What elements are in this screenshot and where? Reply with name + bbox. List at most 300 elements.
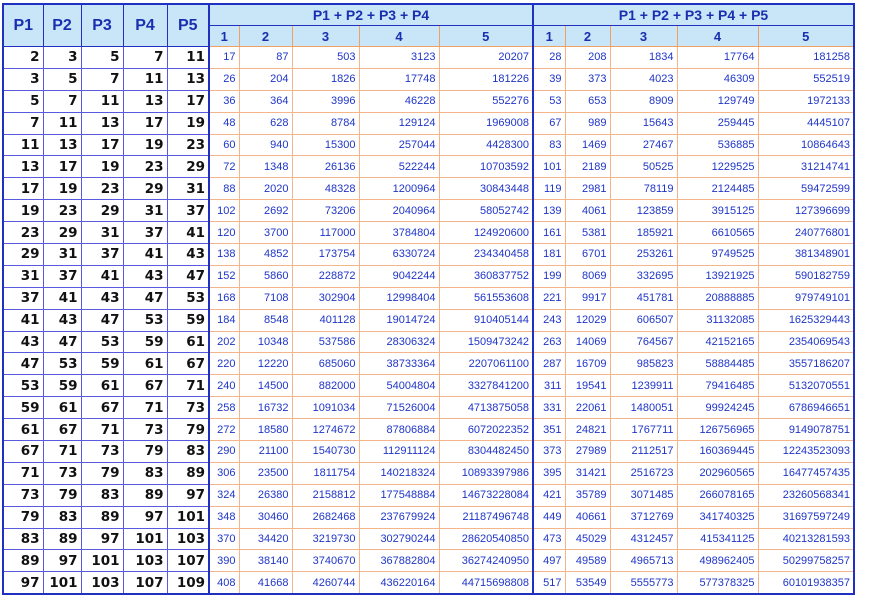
- sum5-power-4-cell: 577378325: [677, 572, 758, 594]
- table-row: [3, 178, 854, 200]
- sum4-power-4-cell: 436220164: [359, 572, 439, 594]
- sum4-power-1-cell: 202: [209, 331, 239, 353]
- prime-cell-p3: 101: [81, 550, 123, 572]
- sum5-power-4-cell: 3915125: [677, 200, 758, 222]
- prime-cell-p4: 89: [123, 484, 167, 506]
- prime-cell-p5: 17: [167, 90, 209, 112]
- table-row: [3, 331, 854, 353]
- sum4-power-3-cell: 1826: [292, 68, 359, 90]
- table-row: [3, 419, 854, 441]
- prime-cell-p1: 79: [3, 506, 43, 528]
- sum4-power-5-cell: 4428300: [439, 134, 533, 156]
- prime-cell-p3: 29: [81, 200, 123, 222]
- sum4-power-1-cell: 17: [209, 47, 239, 69]
- sum4-power-2-cell: 1348: [239, 156, 292, 178]
- sum5-power-2-cell: 16709: [565, 353, 610, 375]
- sum4-power-1-cell: 102: [209, 200, 239, 222]
- prime-cell-p5: 97: [167, 484, 209, 506]
- sum4-power-2-cell: 10348: [239, 331, 292, 353]
- sum5-power-3-cell: 15643: [610, 112, 677, 134]
- sum5-power-2-cell: 31421: [565, 462, 610, 484]
- sum4-power-3-cell: 685060: [292, 353, 359, 375]
- sum4-power-5-cell: 910405144: [439, 309, 533, 331]
- sum4-power-1-cell: 72: [209, 156, 239, 178]
- sum5-power-5-cell: 23260568341: [758, 484, 854, 506]
- sum5-power-1-cell: 395: [533, 462, 565, 484]
- sum5-power-4-cell: 13921925: [677, 265, 758, 287]
- sum5-power-4-cell: 202960565: [677, 462, 758, 484]
- sum4-power-5-cell: 234340458: [439, 244, 533, 266]
- prime-cell-p4: 31: [123, 200, 167, 222]
- sum4-power-5-cell: 360837752: [439, 265, 533, 287]
- sum5-power-5-cell: 6786946651: [758, 397, 854, 419]
- sum4-power-2-cell: 2692: [239, 200, 292, 222]
- prime-cell-p3: 19: [81, 156, 123, 178]
- sum4-power-5-cell: 1969008: [439, 112, 533, 134]
- prime-cell-p3: 71: [81, 419, 123, 441]
- prime-cell-p5: 89: [167, 462, 209, 484]
- prime-cell-p5: 47: [167, 265, 209, 287]
- header-p1: P1: [3, 4, 43, 47]
- table-row: [3, 134, 854, 156]
- prime-cell-p2: 79: [43, 484, 81, 506]
- sum5-power-4-cell: 1229525: [677, 156, 758, 178]
- sum5-power-4-cell: 79416485: [677, 375, 758, 397]
- prime-cell-p4: 71: [123, 397, 167, 419]
- prime-cell-p2: 53: [43, 353, 81, 375]
- sum4-power-3-cell: 73206: [292, 200, 359, 222]
- prime-cell-p4: 23: [123, 156, 167, 178]
- sum5-power-3-cell: 4965713: [610, 550, 677, 572]
- sum4-power-1-cell: 348: [209, 506, 239, 528]
- prime-cell-p1: 29: [3, 244, 43, 266]
- table-row: [3, 265, 854, 287]
- sum5-power-1-cell: 449: [533, 506, 565, 528]
- prime-cell-p2: 7: [43, 90, 81, 112]
- group1-title: P1 + P2 + P3 + P4: [209, 4, 533, 26]
- prime-cell-p2: 71: [43, 441, 81, 463]
- sum4-power-2-cell: 14500: [239, 375, 292, 397]
- sum5-power-1-cell: 67: [533, 112, 565, 134]
- sum4-power-1-cell: 88: [209, 178, 239, 200]
- sum4-power-5-cell: 181226: [439, 68, 533, 90]
- prime-cell-p1: 3: [3, 68, 43, 90]
- prime-cell-p1: 41: [3, 309, 43, 331]
- prime-cell-p5: 83: [167, 441, 209, 463]
- sum5-power-4-cell: 266078165: [677, 484, 758, 506]
- sum5-power-5-cell: 240776801: [758, 222, 854, 244]
- sum4-power-1-cell: 306: [209, 462, 239, 484]
- prime-cell-p5: 37: [167, 200, 209, 222]
- sum4-power-5-cell: 8304482450: [439, 441, 533, 463]
- table-row: [3, 156, 854, 178]
- sum4-power-2-cell: 940: [239, 134, 292, 156]
- prime-cell-p5: 73: [167, 397, 209, 419]
- sum5-power-1-cell: 311: [533, 375, 565, 397]
- sum4-power-2-cell: 4852: [239, 244, 292, 266]
- sum4-power-2-cell: 34420: [239, 528, 292, 550]
- sum4-power-2-cell: 12220: [239, 353, 292, 375]
- sum5-power-4-cell: 9749525: [677, 244, 758, 266]
- prime-cell-p3: 47: [81, 309, 123, 331]
- sum4-power-4-cell: 12998404: [359, 287, 439, 309]
- sum5-power-5-cell: 9149078751: [758, 419, 854, 441]
- sum4-power-4-cell: 177548884: [359, 484, 439, 506]
- sum5-power-3-cell: 27467: [610, 134, 677, 156]
- prime-cell-p2: 101: [43, 572, 81, 594]
- sum4-power-3-cell: 48328: [292, 178, 359, 200]
- prime-cell-p2: 41: [43, 287, 81, 309]
- group1-power-5-header: 5: [439, 26, 533, 47]
- sum5-power-2-cell: 373: [565, 68, 610, 90]
- sum4-power-4-cell: 87806884: [359, 419, 439, 441]
- sum5-power-4-cell: 126756965: [677, 419, 758, 441]
- sum4-power-2-cell: 26380: [239, 484, 292, 506]
- sum4-power-4-cell: 140218324: [359, 462, 439, 484]
- sum5-power-2-cell: 22061: [565, 397, 610, 419]
- group1-power-3-header: 3: [292, 26, 359, 47]
- prime-cell-p5: 61: [167, 331, 209, 353]
- sum5-power-5-cell: 10864643: [758, 134, 854, 156]
- sum4-power-1-cell: 220: [209, 353, 239, 375]
- sum4-power-1-cell: 26: [209, 68, 239, 90]
- sum5-power-5-cell: 12243523093: [758, 441, 854, 463]
- sum4-power-4-cell: 28306324: [359, 331, 439, 353]
- sum5-power-4-cell: 6610565: [677, 222, 758, 244]
- sum5-power-3-cell: 2112517: [610, 441, 677, 463]
- sum5-power-3-cell: 606507: [610, 309, 677, 331]
- prime-cell-p1: 2: [3, 47, 43, 69]
- sum4-power-3-cell: 537586: [292, 331, 359, 353]
- sum4-power-3-cell: 4260744: [292, 572, 359, 594]
- sum5-power-5-cell: 381348901: [758, 244, 854, 266]
- sum4-power-1-cell: 168: [209, 287, 239, 309]
- sum5-power-2-cell: 12029: [565, 309, 610, 331]
- sum4-power-3-cell: 882000: [292, 375, 359, 397]
- prime-cell-p5: 53: [167, 287, 209, 309]
- sum4-power-2-cell: 41668: [239, 572, 292, 594]
- prime-cell-p1: 61: [3, 419, 43, 441]
- group2-power-5-header: 5: [758, 26, 854, 47]
- prime-cell-p4: 29: [123, 178, 167, 200]
- sum5-power-1-cell: 28: [533, 47, 565, 69]
- prime-cell-p5: 41: [167, 222, 209, 244]
- table-row: [3, 68, 854, 90]
- prime-cell-p1: 83: [3, 528, 43, 550]
- prime-cell-p5: 19: [167, 112, 209, 134]
- sum4-power-2-cell: 23500: [239, 462, 292, 484]
- group2-power-2-header: 2: [565, 26, 610, 47]
- group1-power-4-header: 4: [359, 26, 439, 47]
- prime-cell-p2: 23: [43, 200, 81, 222]
- sum5-power-5-cell: 5132070551: [758, 375, 854, 397]
- sum4-power-4-cell: 522244: [359, 156, 439, 178]
- prime-cell-p4: 103: [123, 550, 167, 572]
- sum4-power-5-cell: 21187496748: [439, 506, 533, 528]
- header-p5: P5: [167, 4, 209, 47]
- prime-cell-p3: 97: [81, 528, 123, 550]
- sum5-power-1-cell: 139: [533, 200, 565, 222]
- prime-cell-p4: 11: [123, 68, 167, 90]
- sum5-power-5-cell: 31697597249: [758, 506, 854, 528]
- sum4-power-2-cell: 204: [239, 68, 292, 90]
- prime-cell-p2: 97: [43, 550, 81, 572]
- sum5-power-3-cell: 50525: [610, 156, 677, 178]
- prime-cell-p5: 43: [167, 244, 209, 266]
- sum4-power-5-cell: 10893397986: [439, 462, 533, 484]
- sum4-power-2-cell: 628: [239, 112, 292, 134]
- sum4-power-3-cell: 8784: [292, 112, 359, 134]
- sum5-power-2-cell: 653: [565, 90, 610, 112]
- sum4-power-1-cell: 258: [209, 397, 239, 419]
- sum4-power-4-cell: 9042244: [359, 265, 439, 287]
- prime-cell-p5: 101: [167, 506, 209, 528]
- prime-cell-p4: 73: [123, 419, 167, 441]
- sum4-power-1-cell: 240: [209, 375, 239, 397]
- sum4-power-2-cell: 3700: [239, 222, 292, 244]
- sum4-power-2-cell: 38140: [239, 550, 292, 572]
- prime-cell-p4: 101: [123, 528, 167, 550]
- prime-cell-p2: 19: [43, 178, 81, 200]
- sum4-power-5-cell: 44715698808: [439, 572, 533, 594]
- prime-cell-p1: 47: [3, 353, 43, 375]
- sum4-power-1-cell: 120: [209, 222, 239, 244]
- sum4-power-3-cell: 1811754: [292, 462, 359, 484]
- prime-cell-p5: 71: [167, 375, 209, 397]
- prime-cell-p2: 73: [43, 462, 81, 484]
- prime-cell-p3: 59: [81, 353, 123, 375]
- sum4-power-3-cell: 302904: [292, 287, 359, 309]
- prime-cell-p4: 7: [123, 47, 167, 69]
- sum5-power-3-cell: 985823: [610, 353, 677, 375]
- prime-cell-p2: 59: [43, 375, 81, 397]
- prime-cell-p2: 67: [43, 419, 81, 441]
- sum5-power-4-cell: 46309: [677, 68, 758, 90]
- prime-cell-p1: 37: [3, 287, 43, 309]
- prime-cell-p5: 23: [167, 134, 209, 156]
- sum4-power-4-cell: 2040964: [359, 200, 439, 222]
- sum4-power-5-cell: 36274240950: [439, 550, 533, 572]
- group2-title: P1 + P2 + P3 + P4 + P5: [533, 4, 854, 26]
- table-row: [3, 287, 854, 309]
- prime-cell-p4: 41: [123, 244, 167, 266]
- prime-cell-p4: 43: [123, 265, 167, 287]
- prime-cell-p3: 53: [81, 331, 123, 353]
- sum4-power-5-cell: 124920600: [439, 222, 533, 244]
- sum5-power-5-cell: 40213281593: [758, 528, 854, 550]
- sum4-power-4-cell: 38733364: [359, 353, 439, 375]
- sum4-power-2-cell: 18580: [239, 419, 292, 441]
- sum5-power-4-cell: 259445: [677, 112, 758, 134]
- sum5-power-3-cell: 4312457: [610, 528, 677, 550]
- sum5-power-2-cell: 40661: [565, 506, 610, 528]
- prime-sums-table-container: [2, 3, 855, 595]
- prime-cell-p3: 17: [81, 134, 123, 156]
- sum4-power-5-cell: 2207061100: [439, 353, 533, 375]
- sum4-power-4-cell: 46228: [359, 90, 439, 112]
- sum4-power-2-cell: 16732: [239, 397, 292, 419]
- header-p2: P2: [43, 4, 81, 47]
- sum4-power-5-cell: 3327841200: [439, 375, 533, 397]
- sum4-power-2-cell: 21100: [239, 441, 292, 463]
- prime-cell-p4: 107: [123, 572, 167, 594]
- sum5-power-4-cell: 99924245: [677, 397, 758, 419]
- prime-cell-p1: 19: [3, 200, 43, 222]
- sum5-power-3-cell: 78119: [610, 178, 677, 200]
- prime-cell-p4: 17: [123, 112, 167, 134]
- table-row: [3, 550, 854, 572]
- prime-cell-p1: 67: [3, 441, 43, 463]
- prime-cell-p5: 59: [167, 309, 209, 331]
- sum5-power-4-cell: 341740325: [677, 506, 758, 528]
- prime-cell-p1: 17: [3, 178, 43, 200]
- prime-cell-p3: 41: [81, 265, 123, 287]
- group2-power-3-header: 3: [610, 26, 677, 47]
- sum4-power-3-cell: 15300: [292, 134, 359, 156]
- prime-cell-p1: 73: [3, 484, 43, 506]
- group2-power-1-header: 1: [533, 26, 565, 47]
- sum4-power-3-cell: 2682468: [292, 506, 359, 528]
- sum4-power-5-cell: 14673228084: [439, 484, 533, 506]
- sum5-power-4-cell: 20888885: [677, 287, 758, 309]
- table-row: [3, 90, 854, 112]
- prime-cell-p4: 59: [123, 331, 167, 353]
- sum4-power-5-cell: 58052742: [439, 200, 533, 222]
- sum4-power-3-cell: 2158812: [292, 484, 359, 506]
- sum5-power-2-cell: 45029: [565, 528, 610, 550]
- prime-cell-p1: 13: [3, 156, 43, 178]
- prime-cell-p2: 31: [43, 244, 81, 266]
- prime-cell-p3: 37: [81, 244, 123, 266]
- table-row: [3, 441, 854, 463]
- sum5-power-3-cell: 764567: [610, 331, 677, 353]
- sum5-power-2-cell: 53549: [565, 572, 610, 594]
- sum5-power-5-cell: 181258: [758, 47, 854, 69]
- sum5-power-3-cell: 1834: [610, 47, 677, 69]
- sum4-power-1-cell: 152: [209, 265, 239, 287]
- sum5-power-4-cell: 2124485: [677, 178, 758, 200]
- sum5-power-1-cell: 287: [533, 353, 565, 375]
- sum4-power-4-cell: 54004804: [359, 375, 439, 397]
- sum5-power-4-cell: 129749: [677, 90, 758, 112]
- sum5-power-4-cell: 498962405: [677, 550, 758, 572]
- prime-cell-p4: 19: [123, 134, 167, 156]
- table-body: [3, 47, 854, 595]
- sum5-power-3-cell: 3071485: [610, 484, 677, 506]
- sum5-power-5-cell: 3557186207: [758, 353, 854, 375]
- prime-cell-p3: 13: [81, 112, 123, 134]
- sum5-power-1-cell: 119: [533, 178, 565, 200]
- prime-cell-p5: 103: [167, 528, 209, 550]
- prime-cell-p2: 3: [43, 47, 81, 69]
- table-row: [3, 112, 854, 134]
- prime-cell-p2: 61: [43, 397, 81, 419]
- sum5-power-5-cell: 127396699: [758, 200, 854, 222]
- sum5-power-1-cell: 83: [533, 134, 565, 156]
- sum4-power-4-cell: 302790244: [359, 528, 439, 550]
- sum5-power-4-cell: 160369445: [677, 441, 758, 463]
- sum5-power-2-cell: 19541: [565, 375, 610, 397]
- prime-cell-p2: 29: [43, 222, 81, 244]
- sum4-power-3-cell: 26136: [292, 156, 359, 178]
- sum5-power-5-cell: 979749101: [758, 287, 854, 309]
- group1-power-2-header: 2: [239, 26, 292, 47]
- sum5-power-2-cell: 35789: [565, 484, 610, 506]
- prime-cell-p4: 97: [123, 506, 167, 528]
- sum5-power-1-cell: 473: [533, 528, 565, 550]
- sum5-power-3-cell: 185921: [610, 222, 677, 244]
- sum4-power-1-cell: 60: [209, 134, 239, 156]
- prime-cell-p2: 83: [43, 506, 81, 528]
- sum4-power-4-cell: 129124: [359, 112, 439, 134]
- group2-power-4-header: 4: [677, 26, 758, 47]
- sum5-power-2-cell: 14069: [565, 331, 610, 353]
- sum5-power-3-cell: 2516723: [610, 462, 677, 484]
- prime-cell-p4: 79: [123, 441, 167, 463]
- sum4-power-3-cell: 401128: [292, 309, 359, 331]
- sum5-power-1-cell: 263: [533, 331, 565, 353]
- sum4-power-4-cell: 367882804: [359, 550, 439, 572]
- sum5-power-3-cell: 123859: [610, 200, 677, 222]
- sum5-power-3-cell: 5555773: [610, 572, 677, 594]
- prime-cell-p3: 73: [81, 441, 123, 463]
- prime-cell-p1: 89: [3, 550, 43, 572]
- sum5-power-1-cell: 331: [533, 397, 565, 419]
- sum4-power-1-cell: 272: [209, 419, 239, 441]
- prime-cell-p3: 103: [81, 572, 123, 594]
- sum5-power-1-cell: 199: [533, 265, 565, 287]
- sum5-power-3-cell: 8909: [610, 90, 677, 112]
- sum4-power-2-cell: 8548: [239, 309, 292, 331]
- prime-cell-p3: 67: [81, 397, 123, 419]
- sum4-power-3-cell: 1540730: [292, 441, 359, 463]
- prime-cell-p5: 67: [167, 353, 209, 375]
- sum5-power-3-cell: 3712769: [610, 506, 677, 528]
- prime-cell-p1: 31: [3, 265, 43, 287]
- prime-power-sums-table: [2, 3, 855, 595]
- prime-cell-p1: 71: [3, 462, 43, 484]
- sum5-power-4-cell: 31132085: [677, 309, 758, 331]
- sum4-power-2-cell: 5860: [239, 265, 292, 287]
- sum4-power-5-cell: 6072022352: [439, 419, 533, 441]
- sum5-power-3-cell: 4023: [610, 68, 677, 90]
- sum4-power-3-cell: 503: [292, 47, 359, 69]
- table-row: [3, 572, 854, 594]
- prime-cell-p3: 23: [81, 178, 123, 200]
- prime-cell-p3: 61: [81, 375, 123, 397]
- sum5-power-2-cell: 2981: [565, 178, 610, 200]
- prime-cell-p4: 83: [123, 462, 167, 484]
- sum5-power-5-cell: 59472599: [758, 178, 854, 200]
- sum4-power-3-cell: 3740670: [292, 550, 359, 572]
- sum5-power-4-cell: 415341125: [677, 528, 758, 550]
- prime-cell-p2: 11: [43, 112, 81, 134]
- sum4-power-5-cell: 28620540850: [439, 528, 533, 550]
- sum5-power-1-cell: 497: [533, 550, 565, 572]
- sum4-power-3-cell: 1091034: [292, 397, 359, 419]
- prime-cell-p2: 17: [43, 156, 81, 178]
- sum5-power-2-cell: 49589: [565, 550, 610, 572]
- sum4-power-1-cell: 138: [209, 244, 239, 266]
- sum4-power-2-cell: 2020: [239, 178, 292, 200]
- sum5-power-2-cell: 989: [565, 112, 610, 134]
- table-row: [3, 222, 854, 244]
- prime-cell-p5: 13: [167, 68, 209, 90]
- sum5-power-3-cell: 1767711: [610, 419, 677, 441]
- sum5-power-3-cell: 253261: [610, 244, 677, 266]
- sum5-power-2-cell: 1469: [565, 134, 610, 156]
- prime-cell-p4: 13: [123, 90, 167, 112]
